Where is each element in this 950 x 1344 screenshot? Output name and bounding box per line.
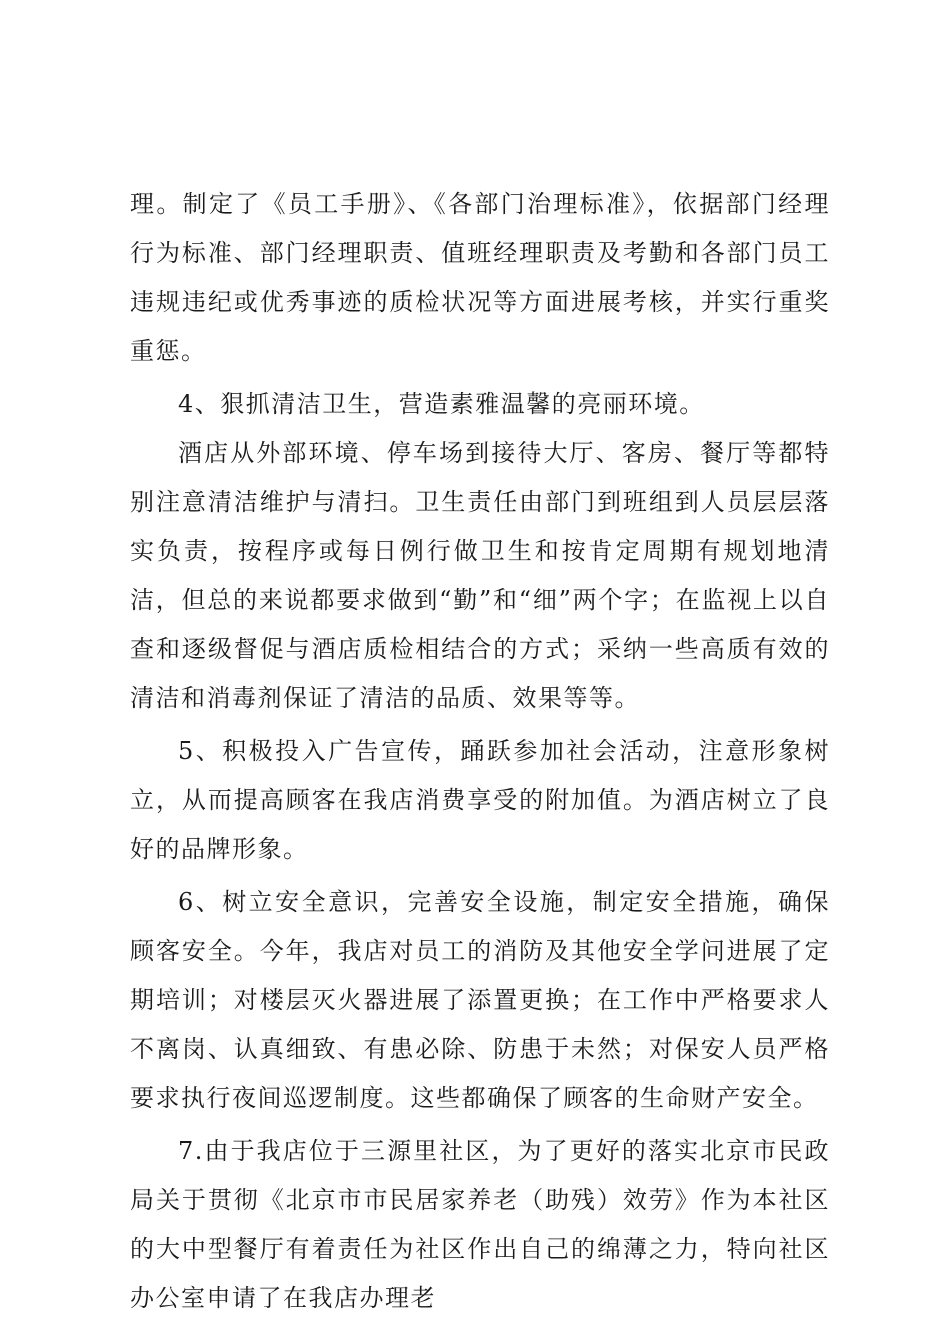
paragraph-item-4-heading: 4、狠抓清洁卫生，营造素雅温馨的亮丽环境。 <box>178 390 705 418</box>
paragraph-item-7: 7.由于我店位于三源里社区，为了更好的落实北京市民政局关于贯彻《北京市市民居家养老（助残）效劳》作为本社区的大中型餐厅有着责任为社区作出自己的绵薄之力，特向社区办公室申请了在我店办理老 <box>130 1137 830 1312</box>
document-page <box>130 180 830 1323</box>
paragraph-item-6: 6、树立安全意识，完善安全设施，制定安全措施，确保顾客安全。今年，我店对员工的消防及其他安全学问进展了定期培训；对楼层灭火器进展了添置更换；在工作中严格要求人不离岗、认真细致、有患必除、防患于未然；对保安人员严格要求执行夜间巡逻制度。这些都确保了顾客的生命财产安全。 <box>130 888 830 1112</box>
paragraph-continuation: 理。制定了《员工手册》、《各部门治理标准》，依据部门经理行为标准、部门经理职责、值班经理职责及考勤和各部门员工违规违纪或优秀事迹的质检状况等方面进展考核，并实行重奖重惩。 <box>130 190 830 365</box>
paragraph-cleaning: 酒店从外部环境、停车场到接待大厅、客房、餐厅等都特别注意清洁维护与清扫。卫生责任由部门到班组到人员层层落实负责，按程序或每日例行做卫生和按肯定周期有规划地清洁，但总的来说都要求做到“勤”和“细”两个字；在监视上以自查和逐级督促与酒店质检相结合的方式；采纳一些高质有效的清洁和消毒剂保证了清洁的品质、效果等等。 <box>130 439 830 712</box>
paragraph-item-5: 5、积极投入广告宣传，踊跃参加社会活动，注意形象树立，从而提高顾客在我店消费享受的附加值。为酒店树立了良好的品牌形象。 <box>130 737 830 863</box>
